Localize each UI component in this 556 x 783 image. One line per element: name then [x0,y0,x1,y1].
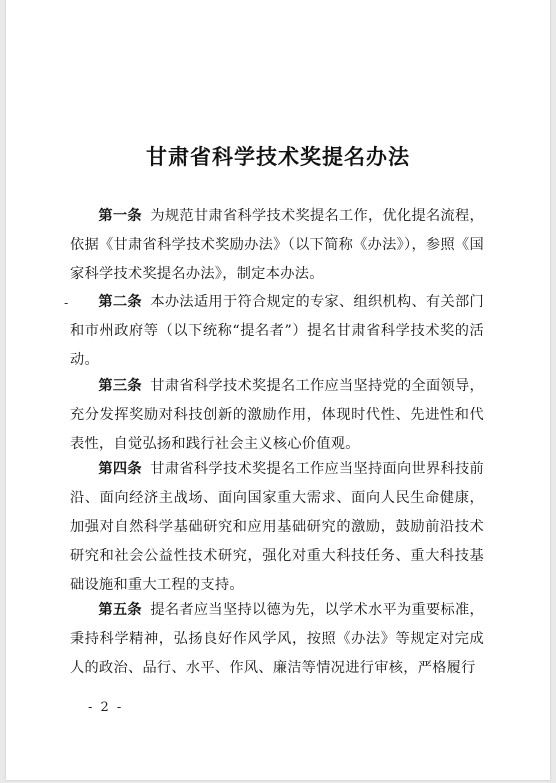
article-text: 甘肃省科学技术奖提名工作应当坚持面向世界科技前沿、面向经济主战场、面向国家重大需求、面向人民生命健康，加强对自然科学基础研究和应用基础研究的激励，鼓励前沿技术研究和社会公益性技术研究，强化对重大科技任务、重大科技基础设施和重大工程的支持。 [70,461,484,593]
article-number: 第四条 [98,461,142,477]
article-3 [70,372,484,459]
article-text: 提名者应当坚持以德为先，以学术水平为重要标准，秉持科学精神，弘扬良好作风学风，按照《办法》等规定对完成人的政治、品行、水平、作风、廉洁等情况进行审核，严格履行 [70,602,484,676]
article-5 [70,596,484,683]
article-text: 本办法适用于符合规定的专家、组织机构、有关部门和市州政府等（以下统称“提名者”）提名甘肃省科学技术奖的活动。 [70,294,484,368]
article-number: 第一条 [98,208,142,224]
article-1 [70,202,484,289]
article-text: 甘肃省科学技术奖提名工作应当坚持党的全面领导，充分发挥奖励对科技创新的激励作用，体现时代性、先进性和代表性，自觉弘扬和践行社会主义核心价值观。 [70,378,484,452]
article-text: 为规范甘肃省科学技术奖提名工作，优化提名流程，依据《甘肃省科学技术奖励办法》（以下简称《办法》），参照《国家科学技术奖提名办法》，制定本办法。 [70,208,484,282]
article-2 [70,288,484,375]
article-4 [70,455,484,600]
stray-mark: - [64,296,69,310]
article-number: 第三条 [98,378,142,394]
article-number: 第五条 [98,602,142,618]
document-page [6,0,550,780]
page-number: - 2 - [88,700,124,715]
article-number: 第二条 [98,294,142,310]
document-title: 甘肃省科学技术奖提名办法 [146,145,410,169]
